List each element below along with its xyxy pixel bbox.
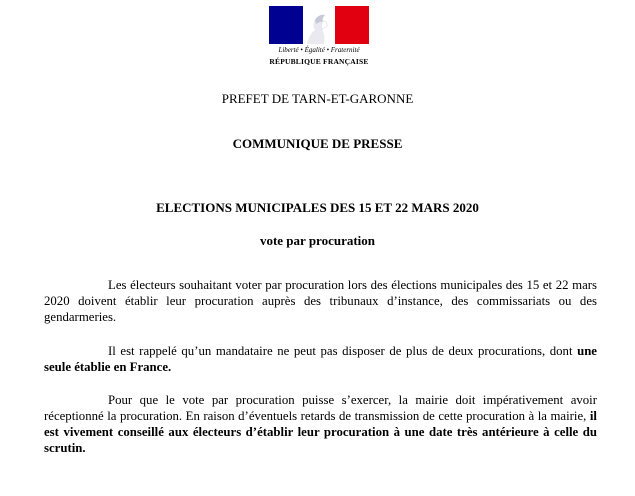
paragraph-procuration-locations <box>44 277 597 325</box>
republic-motto: Liberté • Égalité • Fraternité <box>278 46 360 54</box>
flag-white-band <box>303 6 335 44</box>
flag-red-band <box>335 6 369 44</box>
paragraph-text: Il est rappelé qu’un mandataire ne peut pas disposer de plus de deux procurations, dont <box>108 344 573 358</box>
paragraph-bold-text: une seule établie en France. <box>44 344 597 374</box>
paragraph-procuration-limit <box>44 343 597 375</box>
marianne-icon <box>303 6 335 44</box>
republic-name: RÉPUBLIQUE FRANÇAISE <box>269 57 369 66</box>
flag-blue-band <box>269 6 303 44</box>
paragraph-procuration-advice <box>44 392 597 456</box>
paragraph-bold-text: il est vivement conseillé aux électeurs d’établir leur procuration à une date très antérieure à celle du scrutin. <box>44 409 597 455</box>
prefecture-heading: PREFET DE TARN-ET-GARONNE <box>221 91 414 106</box>
page-subtitle: vote par procuration <box>259 233 376 248</box>
document-type-heading: COMMUNIQUE DE PRESSE <box>232 136 403 151</box>
page-title: ELECTIONS MUNICIPALES DES 15 ET 22 MARS 2020 <box>156 200 479 215</box>
french-flag-block <box>269 6 369 44</box>
paragraph-text: Pour que le vote par procuration puisse s’exercer, la mairie doit impérativement avoir réceptionné la procuration. En raison d’éventuels retards de transmission de cette procuration à la mairie, <box>44 393 597 423</box>
paragraph-text: Les électeurs souhaitant voter par procuration lors des élections municipales des 15 et 22 mars 2020 doivent établir leur procuration auprès des tribunaux d’instance, des commissariats ou des gendarmeries. <box>44 278 597 324</box>
republic-logo <box>268 6 370 72</box>
